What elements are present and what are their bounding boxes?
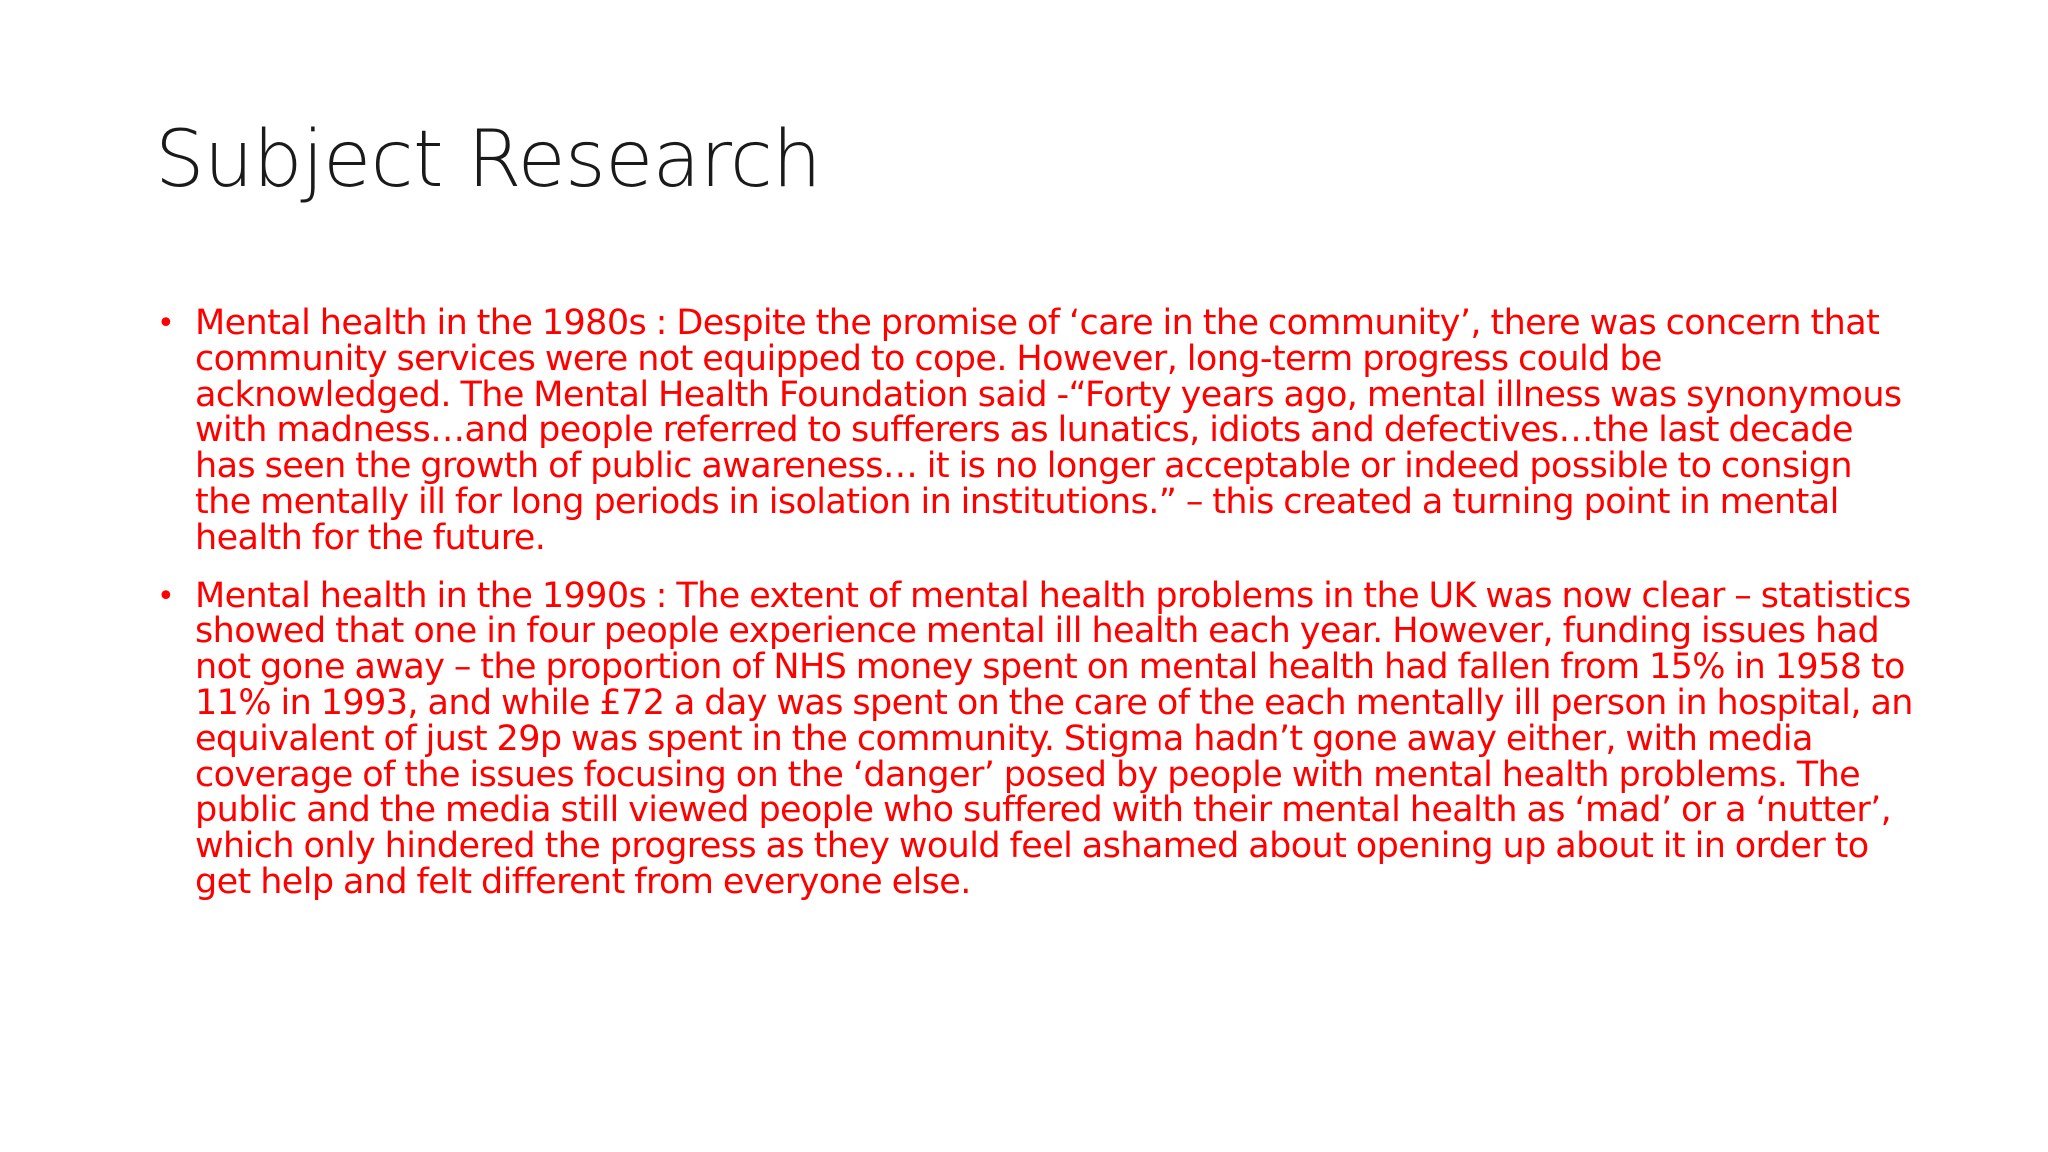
bullet-text: Mental health in the 1990s : The extent of mental health problems in the UK was now clear – statistics showed that one in four people experience mental ill health each year. However, funding issues had not gone away – the proportion of NHS money spent on mental health had fallen from 15% in 1958 to 11% in 1993, and while £72 a day was spent on the care of the each mentally ill person in hospital, an equivalent of just 29p was spent in the community. Stigma hadn’t gone away either, with media coverage of the issues focusing on the ‘danger’ posed by people with mental health problems. The public and the media still viewed people who suffered with their mental health as ‘mad’ or a ‘nutter’, which only hindered the progress as they would feel ashamed about opening up about it in order to get help and felt different from everyone else. — [195, 575, 1913, 902]
slide-title: Subject Research — [155, 115, 822, 205]
bullet-dot-icon: • — [157, 578, 175, 614]
bullet-item-1990s — [155, 575, 1915, 902]
bullet-dot-icon: • — [157, 306, 175, 341]
bullet-text: Mental health in the 1980s : Despite the promise of ‘care in the community’, there was concern that community services were not equipped to cope. However, long-term progress could be acknowledged. The Mental Health Foundation said -“Forty years ago, mental illness was synonymous with madness…and people referred to sufferers as lunatics, idiots and defectives…the last decade has seen the growth of public awareness… it is no longer acceptable or indeed possible to consign the mentally ill for long periods in isolation in institutions.” – this created a turning point in mental health for the future. — [195, 303, 1902, 558]
bullet-item-1980s — [155, 303, 1915, 558]
bullet-list — [155, 303, 1915, 923]
